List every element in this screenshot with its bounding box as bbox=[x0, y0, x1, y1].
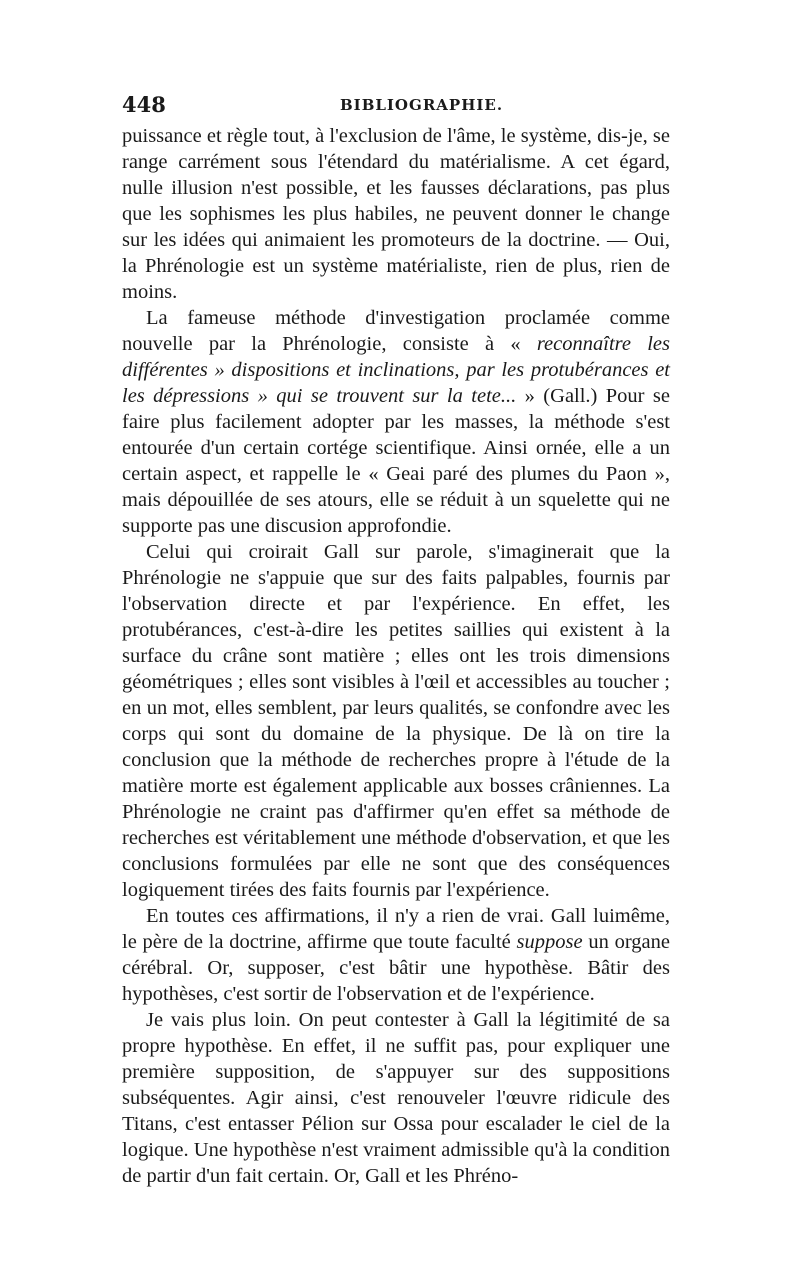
body-text bbox=[122, 123, 670, 1189]
paragraph-3 bbox=[122, 539, 670, 903]
page-header bbox=[122, 92, 670, 122]
text-segment: puissance et règle tout, à l'exclusion de l'âme, le système, dis-je, se range carrément sous l'étendard du matérialisme. A cet égard, nulle illusion n'est possible, et les fausses déclarations, pas plus que les sophismes les plus habiles, ne peuvent donner le change sur les idées qui animaient les promoteurs de la doctrine. — Oui, la Phrénologie est un système matérialiste, rien de plus, rien de moins. bbox=[122, 125, 670, 303]
text-segment: Celui qui croirait Gall sur parole, s'imaginerait que la Phrénologie ne s'appuie que sur des faits palpables, fournis par l'observation directe et par l'expérience. En effet, les protubérances, c'est-à-dire les petites saillies qui existent à la surface du crâne sont matière ; elles ont les trois dimensions géométriques ; elles sont visibles à l'œil et accessibles au toucher ; en un mot, elles semblent, par leurs qualités, se confondre avec les corps qui sont du domaine de la physique. De là on tire la conclusion que la méthode de recherches propre à l'étude de la matière morte est également applicable aux bosses crâniennes. La Phrénologie ne craint pas d'affirmer qu'en effet sa méthode de recherches est véritablement une méthode d'observation, et que les conclusions formulées par elle ne sont que des conséquences logiquement tirées des faits fournis par l'expérience. bbox=[122, 541, 670, 901]
emphasis-italic: suppose bbox=[516, 931, 583, 953]
paragraph-5 bbox=[122, 1007, 670, 1189]
text-segment: La fameuse méthode d'investigation proclamée comme nouvelle par la Phrénologie, consiste à « bbox=[122, 307, 670, 355]
text-segment: En toutes ces affirmations, il n'y a rien de vrai. Gall luimême, le père de la doctrine, affirme que toute faculté bbox=[122, 905, 670, 953]
text-segment: » (Gall.) Pour se faire plus facilement adopter par les masses, la méthode s'est entourée d'un certain cortége scientifique. Ainsi ornée, elle a un certain aspect, et rappelle le « Geai paré des plumes du Paon », mais dépouillée de ses atours, elle se réduit à un squelette qui ne supporte pas une discusion approfondie. bbox=[122, 385, 670, 537]
paragraph-2 bbox=[122, 305, 670, 539]
running-head: BIBLIOGRAPHIE. bbox=[340, 96, 504, 114]
quote-italic: reconnaître les différentes » dispositions et inclinations, par les protubérances et les dépressions » qui se trouvent sur la tete... bbox=[122, 333, 670, 407]
text-segment: Je vais plus loin. On peut contester à Gall la légitimité de sa propre hypothèse. En effet, il ne suffit pas, pour expliquer une première supposition, de s'appuyer sur des suppositions subséquentes. Agir ainsi, c'est renouveler l'œuvre ridicule des Titans, c'est entasser Pélion sur Ossa pour escalader le ciel de la logique. Une hypothèse n'est vraiment admissible qu'à la condition de partir d'un fait certain. Or, Gall et les Phréno- bbox=[122, 1009, 670, 1187]
text-segment: un organe cérébral. Or, supposer, c'est bâtir une hypothèse. Bâtir des hypothèses, c'est sortir de l'observation et de l'expérience. bbox=[122, 931, 670, 1005]
paragraph-1 bbox=[122, 123, 670, 305]
page-number: 448 bbox=[122, 92, 166, 117]
paragraph-4 bbox=[122, 903, 670, 1007]
